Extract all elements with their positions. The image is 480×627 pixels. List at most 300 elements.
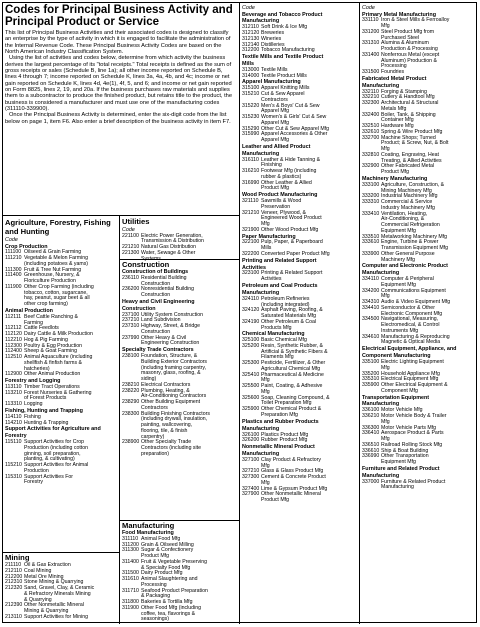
- activity-description: [381, 252, 476, 264]
- activity-code: 323100: [242, 270, 260, 277]
- activity-description: [261, 407, 357, 419]
- description-line: Other Electrical Equipment &: [381, 382, 448, 388]
- activity-code: 211110: [5, 562, 22, 568]
- description-line: ginning, soil preparation,: [24, 450, 81, 457]
- description-line: rubber & plastics): [261, 173, 302, 180]
- description-line: Breweries: [261, 30, 285, 37]
- description-line: Mfg: [261, 479, 270, 486]
- activity-code: 115310: [5, 473, 22, 480]
- activity-description: [381, 164, 476, 176]
- description-line: (including integrated): [261, 301, 310, 308]
- description-line: Mfg: [261, 221, 270, 227]
- activity-code: 316110: [242, 156, 259, 163]
- activity-code: 112400: [5, 348, 22, 355]
- description-line: Apparel Mfg: [261, 137, 289, 144]
- description-line: Other Heavy & Civil: [141, 334, 187, 341]
- activity-description: [261, 271, 357, 283]
- code-column-header: Code: [362, 5, 375, 11]
- description-line: flooring, tile, & finish: [141, 427, 188, 434]
- activity-description: [141, 336, 237, 348]
- description-line: Toilet Preparation Mfg: [261, 400, 312, 407]
- description-line: Land Subdivision: [141, 317, 181, 324]
- subsection-title: Forestry and Logging: [5, 378, 61, 385]
- activity-code: 334200: [362, 287, 380, 294]
- activity-code: 311500: [122, 570, 139, 577]
- activity-code: 333410: [362, 210, 380, 217]
- code-row: [362, 383, 476, 395]
- description-line: Other Wood Product Mfg: [261, 226, 319, 233]
- description-line: Mfg: [381, 364, 390, 371]
- subsection-title: Apparel Manufacturing: [242, 79, 301, 86]
- activity-code: 238210: [122, 381, 140, 388]
- description-line: Support Activities for Mining: [24, 613, 89, 620]
- description-line: Building Finishing Contractors: [141, 410, 210, 417]
- description-line: of Forest Products: [24, 395, 67, 402]
- description-line: Highway, Street, & Bridge: [141, 323, 201, 330]
- description-line: & Quarrying: [24, 596, 52, 603]
- description-line: Audio & Video Equipment Mfg: [381, 299, 451, 306]
- code-row: [242, 407, 357, 419]
- description-line: Metalworking Machinery Mfg: [381, 233, 448, 240]
- description-line: Products Mfg: [261, 324, 292, 331]
- activity-description: [261, 344, 357, 361]
- code-row: [242, 199, 357, 211]
- activity-code: 111210: [5, 255, 22, 262]
- code-row: [5, 355, 117, 372]
- description-line: Container Mfg: [381, 117, 414, 124]
- code-row: [122, 440, 237, 457]
- description-line: Mining Machinery Mfg: [381, 187, 432, 194]
- activity-code: 115210: [5, 462, 22, 469]
- code-row: [242, 320, 357, 332]
- description-line: Electric Lighting Equipment: [381, 359, 444, 365]
- section-title: Mining: [5, 553, 30, 562]
- activity-code: 332400: [362, 111, 380, 118]
- description-line: Other Petroleum & Coal: [261, 318, 317, 325]
- activity-description: [24, 355, 117, 372]
- activity-code: 112111: [5, 313, 22, 320]
- description-line: Grain & Oilseed Milling: [141, 541, 194, 548]
- activity-code: 113110: [5, 383, 22, 390]
- divider: [359, 3, 360, 624]
- description-line: Household Appliance Mfg: [381, 370, 440, 377]
- activity-code: 335900: [362, 382, 380, 388]
- activity-code: 336210: [362, 413, 380, 420]
- activity-code: 238100: [122, 353, 140, 360]
- subsection-title: Component Manufacturing: [362, 353, 431, 360]
- description-line: Support Activities for Crop: [24, 439, 84, 446]
- description-line: Computer & Peripheral: [381, 276, 434, 283]
- subsection-title: Crop Production: [5, 243, 48, 250]
- page-frame: [2, 2, 477, 623]
- description-line: Other Building Equipment: [141, 399, 201, 406]
- description-line: Converted Paper Product Mfg: [261, 250, 330, 257]
- description-line: hay, peanut, sugar beet & all: [24, 295, 90, 302]
- subsection-title: Paper Manufacturing: [242, 233, 296, 240]
- activity-description: [261, 384, 357, 396]
- activity-code: 326100: [242, 431, 260, 438]
- description-line: Paint, Coating, & Adhesive: [261, 383, 323, 390]
- description-line: Furniture & Related Product: [381, 478, 446, 485]
- description-line: Other Cut & Sew Apparel Mfg: [261, 125, 330, 132]
- description-line: Oilseed & Grain Farming: [24, 249, 82, 256]
- description-line: Textile Product Mills: [261, 72, 307, 79]
- subsection-title: Chemical Manufacturing: [242, 331, 305, 338]
- intro-text: [5, 30, 235, 125]
- activity-code: 332300: [362, 100, 380, 107]
- page-title-line: Principal Product or Service: [5, 16, 160, 28]
- activity-description: [261, 475, 357, 487]
- description-line: Other Transportation: [381, 453, 429, 460]
- code-row: [242, 132, 357, 144]
- subsection-title: Construction of Buildings: [122, 269, 189, 275]
- activity-code: 221300: [122, 249, 140, 256]
- activity-code: 336300: [362, 424, 380, 431]
- activity-code: 331200: [362, 28, 380, 35]
- activity-code: 315210: [242, 91, 260, 98]
- construction-section: [122, 261, 237, 519]
- code-row: [5, 285, 117, 308]
- description-line: Cut & Sew Apparel: [261, 91, 305, 98]
- section-title: Agriculture, Forestry, Fishing: [5, 218, 111, 227]
- description-line: Sawmills & Wood: [261, 198, 302, 204]
- description-line: Preparation Mfg: [261, 411, 298, 418]
- description-line: Distilleries: [261, 41, 285, 48]
- description-line: Timber Tract Operations: [24, 383, 80, 390]
- description-line: Aerospace Product & Parts: [381, 430, 444, 437]
- subsection-title: Manufacturing: [242, 289, 280, 296]
- description-line: Mfg: [261, 462, 270, 469]
- description-line: (including potatoes & yams): [24, 260, 89, 267]
- subsection-title: Leather and Allied Product: [242, 143, 311, 150]
- description-line: hatcheries): [24, 365, 50, 372]
- description-line: Pesticide, Fertilizer, & Other: [261, 360, 326, 367]
- description-line: Poultry & Egg Production: [24, 342, 82, 349]
- activity-code: 321210: [242, 209, 260, 216]
- activity-description: [381, 317, 476, 334]
- description-line: Purchased Steel: [381, 34, 420, 41]
- description-line: Systems: [141, 255, 161, 262]
- description-line: Electrical Equipment Mfg: [381, 376, 439, 383]
- activity-code: 212110: [5, 567, 22, 574]
- description-line: masonry, glass, roofing, &: [141, 370, 201, 377]
- activity-description: [24, 475, 117, 487]
- description-line: Engineering Construction: [141, 340, 200, 347]
- activity-code: 332900: [362, 163, 380, 170]
- activity-code: 334310: [362, 299, 380, 306]
- description-line: Navigational, Measuring,: [381, 316, 439, 323]
- activity-description: [141, 577, 237, 589]
- description-line: Plastics Product Mfg: [261, 431, 309, 438]
- description-line: Engine, Turbine & Power: [381, 239, 439, 246]
- activity-code: 311610: [122, 576, 139, 583]
- code-row: [242, 228, 357, 234]
- description-line: Stone Mining & Quarrying: [24, 579, 84, 586]
- description-line: Other Nonmetallic Mineral: [24, 602, 84, 609]
- code-row: [242, 384, 357, 396]
- section-title: Utilities: [122, 217, 150, 226]
- description-line: Cement & Concrete Product: [261, 474, 326, 481]
- activity-description: [381, 414, 476, 426]
- code-row: [362, 252, 476, 264]
- activity-description: [261, 199, 357, 211]
- description-line: Magnetic & Optical Media: [381, 339, 441, 346]
- code-row: [122, 324, 237, 336]
- description-line: Metal Ore Mining: [24, 573, 64, 580]
- subsection-title: Wood Product Manufacturing: [242, 192, 318, 199]
- subsection-title: Manufacturing: [242, 450, 280, 457]
- code-row: [362, 113, 476, 125]
- description-line: Fishing: [24, 413, 41, 420]
- description-line: Mfg: [381, 293, 390, 300]
- activity-code: 314000: [242, 72, 260, 79]
- description-line: Fruit & Vegetable Preserving: [141, 558, 208, 565]
- description-line: Production: [24, 467, 49, 474]
- description-line: Processing: [141, 581, 167, 588]
- activity-description: [261, 115, 357, 127]
- description-line: Manufacturing & Reproducing: [381, 333, 450, 340]
- code-row: [5, 475, 117, 487]
- activity-description: [141, 354, 237, 383]
- description-line: Forging & Stamping: [381, 88, 427, 95]
- description-line: carpentry): [141, 433, 165, 440]
- page-title: [5, 4, 235, 28]
- code-row: [122, 577, 237, 589]
- activity-code: 236200: [122, 286, 140, 293]
- code-row: [242, 492, 357, 504]
- description-line: Manufacturing: [381, 484, 414, 491]
- description-line: Product; & Screw, Nut, & Bolt: [381, 140, 449, 147]
- intro-paragraph: Using the list of activities and codes below, determine from which activity the business derives the largest percentage of its "total receipts." Total receipts is defined as the sum of gross receipts or sales (Schedule B, line 1a); all other income reported on Schedule B, lines 4 through 7; income reported on Schedule K, lines 3a, 4a, 4b, and 4c; income or net gain reported on Schedule K, lines 4d, 4e(1), 4f, 5, and 6; and income or net gain reported on Form 8825, lines 2, 19, and 20a. If the business purchases raw materials and supplies them to a subcontractor to produce the finished product, but retains title to the product, the business is considered a manufacturer and must use one of the manufacturing codes (311110-339900).: [5, 55, 233, 113]
- activity-code: 332700: [362, 134, 380, 141]
- description-line: Production (including cotton: [24, 444, 89, 451]
- description-line: Component Mfg: [381, 387, 418, 394]
- description-line: & Packaging: [141, 593, 171, 600]
- description-line: Other Food Mfg (including: [141, 604, 201, 611]
- description-line: Agriculture, Construction, &: [381, 181, 445, 188]
- activity-description: [141, 412, 237, 441]
- description-line: Coal Mining: [24, 567, 52, 574]
- code-row: [362, 164, 476, 176]
- description-line: Air-Conditioning, &: [381, 216, 425, 223]
- code-row: [5, 586, 117, 603]
- activity-code: 337000: [362, 478, 380, 485]
- description-line: shellfish & finfish farms &: [24, 359, 82, 366]
- activity-description: [141, 606, 237, 623]
- activity-code: 336510: [362, 441, 380, 448]
- manufacturing-column-4: [362, 5, 476, 622]
- description-line: Other Chemical Product &: [261, 406, 322, 413]
- mining-section: [5, 554, 117, 622]
- activity-description: [381, 383, 476, 395]
- description-line: Support Activities For: [24, 473, 74, 480]
- subsection-title: Manufacturing: [242, 425, 280, 432]
- description-line: Other Leather & Allied: [261, 179, 312, 186]
- activity-description: [381, 101, 476, 113]
- activity-description: [24, 440, 117, 463]
- activity-code: 332110: [362, 88, 379, 95]
- activity-code: 112120: [5, 331, 22, 338]
- activity-code: 332810: [362, 151, 380, 158]
- code-row: [122, 336, 237, 348]
- subsection-title: Beverage and Tobacco Product: [242, 11, 323, 18]
- activity-code: 238300: [122, 410, 140, 417]
- activity-code: 324190: [242, 318, 260, 325]
- code-column-header: Code: [5, 237, 18, 243]
- subsection-title: Manufacturing: [362, 82, 400, 89]
- description-line: Commercial & Service: [381, 199, 433, 206]
- activity-code: 331110: [362, 17, 379, 24]
- activity-description: [261, 252, 357, 258]
- activity-description: [24, 586, 117, 603]
- description-line: Aluminum) Production &: [381, 57, 437, 64]
- intro-section: [5, 4, 235, 214]
- activity-description: [381, 480, 476, 492]
- activity-code: 237990: [122, 334, 140, 341]
- activity-code: 331400: [362, 51, 380, 58]
- code-row: [362, 136, 476, 153]
- description-line: Mills: [261, 245, 272, 252]
- activity-code: 327300: [242, 474, 260, 481]
- subsection-title: Manufacturing: [362, 270, 400, 277]
- description-line: Footwear Mfg (including: [261, 168, 317, 175]
- description-line: Finishing: [261, 162, 282, 169]
- description-line: Sugar & Confectionery: [141, 547, 194, 554]
- activity-code: 112300: [5, 342, 22, 349]
- description-line: Treating, & Allied Activities: [381, 157, 442, 164]
- activity-code: 237310: [122, 323, 140, 330]
- description-line: Apparel Accessories & Other: [261, 131, 328, 138]
- activity-code: 212200: [5, 573, 23, 580]
- subsection-title: Food Manufacturing: [122, 530, 174, 536]
- activity-code: 334410: [362, 304, 380, 311]
- description-line: Product Mfg: [381, 169, 409, 176]
- activity-code: 325300: [242, 360, 260, 367]
- activity-description: [261, 181, 357, 193]
- code-row: [242, 92, 357, 104]
- divider: [119, 215, 120, 624]
- description-line: Boiler, Tank, & Shipping: [381, 111, 436, 118]
- description-line: coffee, tea, flavorings &: [141, 610, 196, 617]
- activity-code: 311300: [122, 547, 139, 554]
- description-line: (including framing carpentry,: [141, 364, 207, 371]
- activity-description: [261, 169, 357, 181]
- activity-code: 327400: [242, 485, 260, 492]
- description-line: Clay Product & Refractory: [261, 456, 321, 463]
- description-line: planting, & cultivating): [24, 456, 75, 463]
- description-line: Construction: [141, 292, 171, 299]
- activity-description: [381, 136, 476, 153]
- utilities-section: [122, 217, 237, 262]
- description-line: Men's & Boys' Cut & Sew: [261, 102, 320, 109]
- description-line: Farming: [24, 319, 44, 326]
- description-line: Other Crop Farming (including: [24, 283, 94, 290]
- subsection-title: Computer and Electronic Product: [362, 263, 448, 270]
- description-line: preparation): [141, 450, 169, 457]
- description-line: Glass & Glass Product Mfg: [261, 468, 324, 475]
- description-line: Pulp, Paper, & Paperboard: [261, 239, 323, 246]
- activity-code: 112900: [5, 371, 22, 378]
- subsection-title: Activities: [242, 264, 266, 271]
- activity-code: 311110: [122, 535, 139, 542]
- description-line: Seafood Product Preparation: [141, 587, 208, 594]
- code-row: [122, 287, 237, 299]
- description-line: Forestry: [24, 479, 44, 486]
- description-line: Steel Product Mfg from: [381, 28, 435, 35]
- description-line: Basic Chemical Mfg: [261, 337, 307, 344]
- description-line: Ventilation, Heating,: [381, 210, 428, 217]
- activity-code: 316210: [242, 168, 260, 175]
- description-line: Printing & Related Support: [261, 270, 323, 277]
- description-line: Veneer, Plywood, &: [261, 209, 306, 216]
- subsection-title: Manufacturing: [242, 150, 280, 157]
- subsection-title: Manufacturing: [362, 472, 400, 479]
- activity-description: [381, 360, 476, 372]
- code-row: [242, 344, 357, 361]
- description-line: Industrial Machinery Mfg: [381, 193, 438, 200]
- activity-description: [381, 454, 476, 466]
- activity-code: 112510: [5, 354, 22, 361]
- divider: [239, 3, 240, 624]
- activity-code: 333610: [362, 239, 380, 246]
- description-line: Contractors: [261, 96, 288, 103]
- code-column-header: Code: [122, 227, 135, 233]
- code-row: [362, 53, 476, 70]
- code-row: [362, 317, 476, 334]
- description-line: Soft Drink & Ice Mfg: [261, 24, 308, 31]
- description-line: Soap, Cleaning Compound, &: [261, 394, 330, 401]
- activity-code: 332210: [362, 94, 380, 101]
- code-row: [242, 361, 357, 373]
- description-line: Semiconductor & Other: [381, 304, 435, 311]
- description-line: seasonings): [141, 616, 169, 623]
- activity-code: 111900: [5, 283, 22, 290]
- description-line: Motor Vehicle Mfg: [381, 407, 423, 414]
- description-line: Artificial & Synthetic Fibers &: [261, 348, 328, 355]
- activity-description: [261, 228, 357, 234]
- description-line: Tobacco Manufacturing: [261, 47, 315, 54]
- code-row: [362, 277, 476, 289]
- activity-code: 311400: [122, 558, 139, 565]
- description-line: Mfg: [381, 418, 390, 425]
- description-line: Other Nonmetallic Mineral: [261, 491, 321, 498]
- description-line: Hunting & Trapping: [24, 419, 69, 426]
- activity-code: 316990: [242, 179, 260, 186]
- subsection-title: Support Activities for Agriculture and: [5, 426, 101, 433]
- subsection-title: Machinery Manufacturing: [362, 175, 428, 182]
- code-row: [242, 169, 357, 181]
- description-line: & Refractory Minerals Mining: [24, 590, 91, 597]
- description-line: Sheep & Goat Farming: [24, 348, 78, 355]
- code-row: [242, 271, 357, 283]
- description-line: Animal Slaughtering and: [141, 576, 198, 583]
- activity-code: 325900: [242, 406, 260, 413]
- activity-description: [261, 320, 357, 332]
- description-line: Leather & Hide Tanning &: [261, 156, 321, 163]
- activity-code: 322100: [242, 239, 260, 246]
- description-line: Floriculture Production: [24, 278, 76, 285]
- description-line: Bakeries & Tortilla Mfg: [141, 599, 193, 606]
- code-row: [242, 211, 357, 228]
- divider: [3, 215, 239, 216]
- description-line: Alumina & Aluminum: [381, 40, 429, 47]
- description-line: Women's & Girls' Cut & Sew: [261, 114, 327, 121]
- description-line: Electronic Component Mfg: [381, 310, 443, 317]
- activity-code: 212310: [5, 579, 23, 586]
- description-line: Construction: [141, 328, 171, 335]
- activity-code: 333200: [362, 193, 380, 200]
- activity-code: 113210: [5, 389, 22, 396]
